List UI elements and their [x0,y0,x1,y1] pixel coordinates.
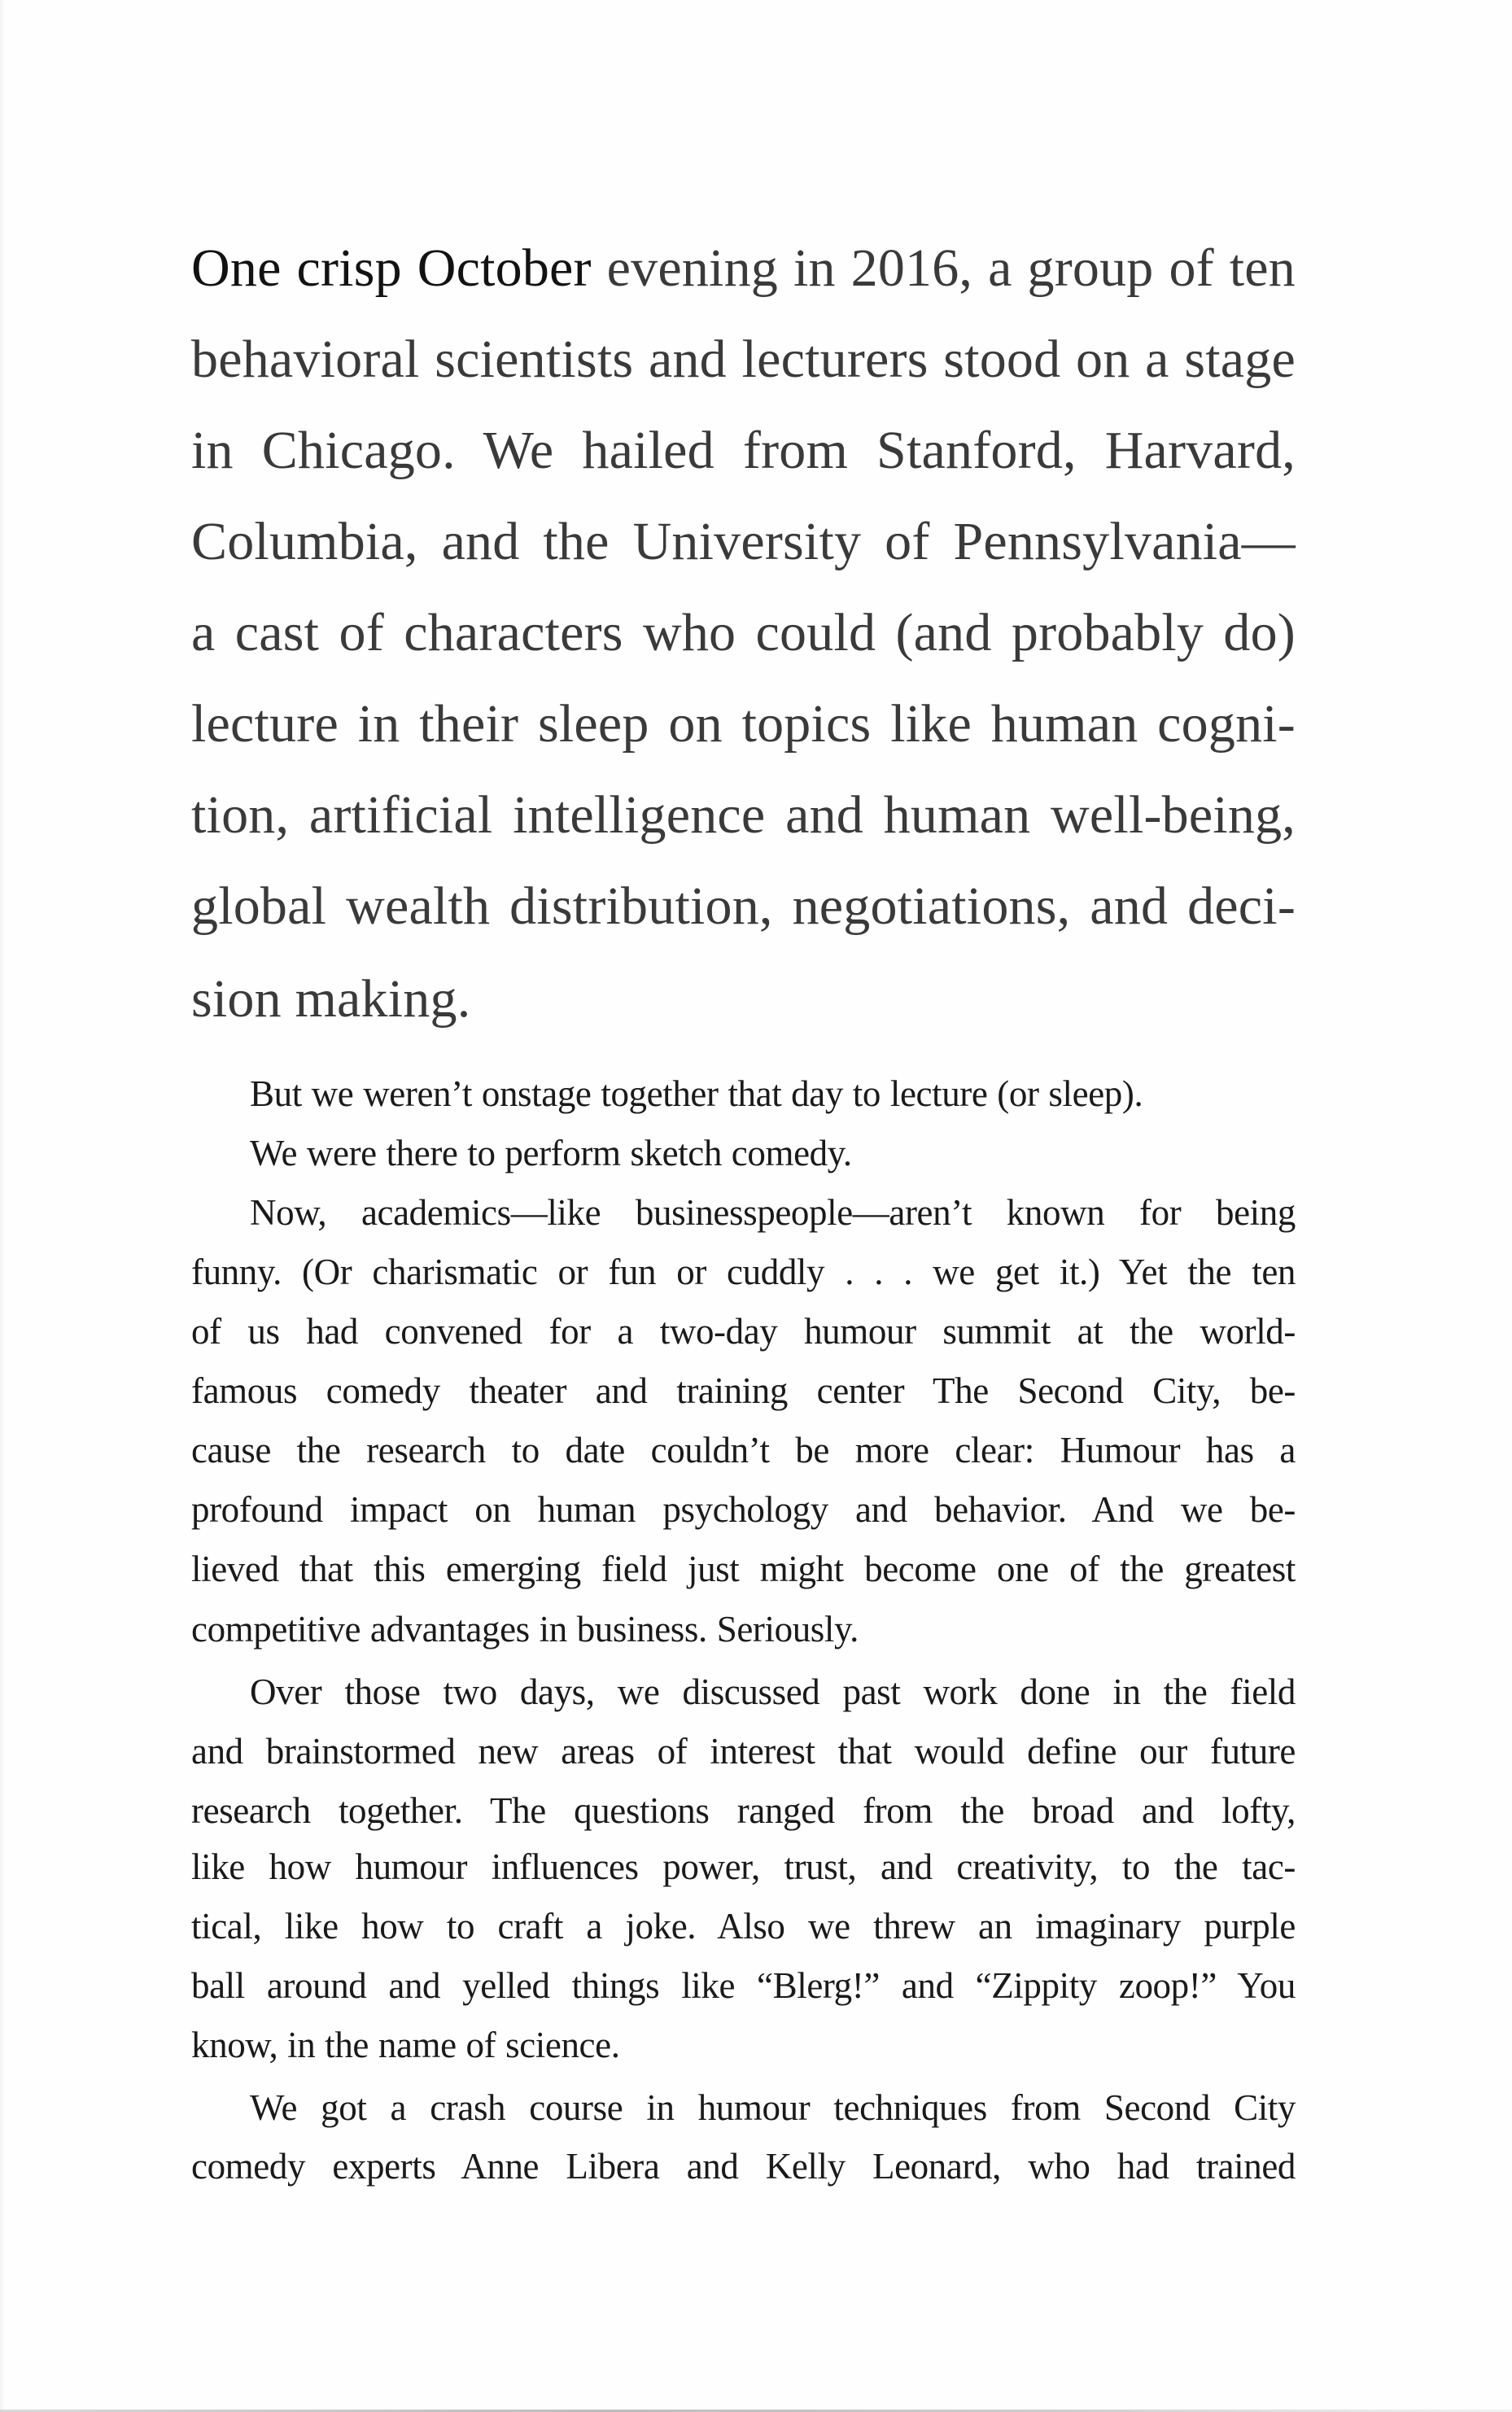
body-line: We were there to perform sketch comedy. [250,1133,852,1173]
body-line: competitive advantages in business. Seriously. [191,1609,859,1650]
opening-line-8: global wealth distribution, negotiations, and deci- [191,876,1296,936]
opening-line-4: Columbia, and the University of Pennsylvania— [191,512,1296,571]
body-line: Now, academics—like businesspeople—aren’t known for being [250,1192,1296,1233]
body-line: famous comedy theater and training center The Second City, be- [191,1370,1296,1411]
body-line: tical, like how to craft a joke. Also we threw an imaginary purple [191,1906,1296,1947]
scan-shadow-left [0,0,5,2412]
lead-in-text: One crisp October [191,238,592,298]
body-line: We got a crash course in humour techniques from Second City [250,2087,1296,2128]
body-line: ball around and yelled things like “Blerg!” and “Zippity zoop!” You [191,1965,1296,2006]
opening-line-6: lecture in their sleep on topics like human cogni- [191,694,1296,754]
opening-line-2: behavioral scientists and lecturers stood on a stage [191,330,1296,389]
body-line: Over those two days, we discussed past work done in the field [250,1671,1296,1712]
opening-line-3: in Chicago. We hailed from Stanford, Harvard, [191,421,1296,480]
body-line: lieved that this emerging field just might become one of the greatest [191,1549,1296,1589]
body-line: like how humour influences power, trust, and creativity, to the tac- [191,1846,1296,1887]
opening-line-5: a cast of characters who could (and probably do) [191,603,1296,662]
body-line: But we weren’t onstage together that day to lecture (or sleep). [250,1073,1143,1114]
opening-line-9: sion making. [191,969,471,1029]
body-line: know, in the name of science. [191,2025,620,2065]
body-line: and brainstormed new areas of interest that would define our future [191,1731,1296,1772]
body-line: research together. The questions ranged from the broad and lofty, [191,1790,1296,1831]
opening-line-1 [191,236,1296,301]
body-line: funny. (Or charismatic or fun or cuddly . . . we get it.) Yet the ten [191,1252,1296,1292]
opening-line-7: tion, artificial intelligence and human well-being, [191,785,1296,845]
body-line: cause the research to date couldn’t be more clear: Humour has a [191,1430,1296,1470]
body-line: comedy experts Anne Libera and Kelly Leonard, who had trained [191,2146,1296,2187]
body-line: of us had convened for a two-day humour summit at the world- [191,1311,1296,1352]
body-line: profound impact on human psychology and behavior. And we be- [191,1489,1296,1530]
opening-line-1-rest: evening in 2016, a group of ten [591,238,1296,298]
